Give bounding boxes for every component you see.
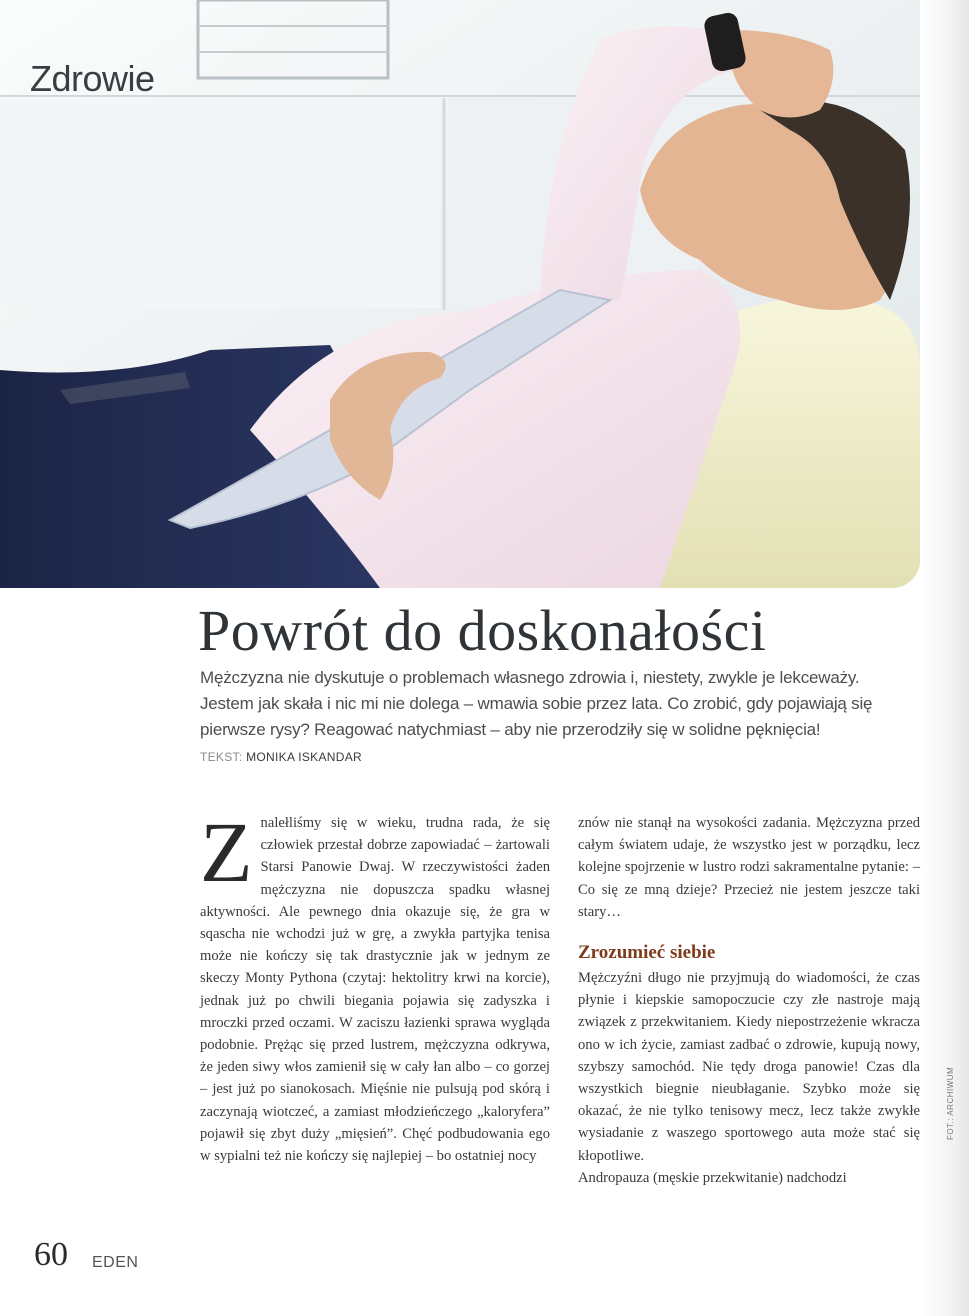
- body-paragraph: Mężczyźni długo nie przyjmują do wiadomości, że czas płynie i kiepskie samopoczucie czy złe nastroje mają związek z przekwitaniem. Kiedy niepostrzeżenie wkracza ono w ich życie, zamiast zadbać o zdrowie, kupują nowy, szybszy samochód. Nie tędy droga panowie! Czas dla wszystkich biegnie nieubłaganie. Szybko może się okazać, że nie tylko tenisowy mecz, lecz także zwykłe wysiadanie z waszego sportowego auta może stać się kłopotliwe.: [578, 970, 920, 1164]
- byline-author: MONIKA ISKANDAR: [246, 750, 362, 764]
- body-paragraph: nalełliśmy się w wieku, trudna rada, że się człowiek przestał dobrze zapowiadać – żartowali Starsi Panowie Dwaj. W rzeczywistości żaden mężczyzna nie dopuszcza spadku własnej aktywności. Ale pewnego dnia okazuje się, że gra w sqascha nie wchodzi już w grę, a zwykła partyjka tenisa może nie kończy się tak drastycznie jak w jednym ze skeczy Monty Pythona (czytaj: hektolitry krwi na korcie), jednak już po chwili biegania pojawia się zadyszka i mroczki przed oczami. W zaciszu łazienki sprawa wygląda podobnie. Prężąc się przed lustrem, mężczyzna odkrywa, że jeden siwy włos zamienił się w cały łan albo – co gorzej – jest już po sianokosach. Mięśnie nie pulsują pod skórą i zaczynają wiotczeć, a zamiast młodzieńczego „kaloryfera” pojawił się zbyt duży „mięsień”. Chęć podbudowania ego w sypialni też nie kończy się najlepiej – bo ostatniej nocy: [200, 815, 550, 1165]
- drop-cap: Z: [200, 804, 253, 900]
- body-column-1: [200, 804, 550, 1167]
- photo-credit: FOT.: ARCHIWUM: [946, 1066, 955, 1140]
- scan-edge: [919, 0, 969, 1316]
- body-column-2: [578, 812, 920, 1189]
- byline-label: TEKST:: [200, 750, 243, 764]
- byline: [200, 750, 362, 764]
- article-headline: Powrót do doskonałości: [198, 598, 767, 663]
- article-lead: Mężczyzna nie dyskutuje o problemach własnego zdrowia i, niestety, zwykle je lekceważy. Jestem jak skała i nic mi nie dolega – wmawia sobie przez lata. Co zrobić, gdy pojawiają się pierwsze rysy? Reagować natychmiast – aby nie przerodziły się w solidne pęknięcia!: [200, 668, 873, 739]
- section-label: Zdrowie: [30, 58, 155, 99]
- body-paragraph: znów nie stanął na wysokości zadania. Mężczyzna przed całym światem udaje, że wszystko jest w porządku, lecz kolejne spojrzenie w lustro rodzi sakramentalne pytanie: – Co się ze mną dzieje? Przecież nie jestem jeszcze taki stary…: [578, 815, 920, 920]
- subheading: Zrozumieć siebie: [578, 942, 716, 964]
- magazine-name: EDEN: [92, 1254, 139, 1271]
- body-paragraph: Andropauza (męskie przekwitanie) nadchodzi: [578, 1169, 847, 1186]
- page-number: 60: [34, 1236, 68, 1273]
